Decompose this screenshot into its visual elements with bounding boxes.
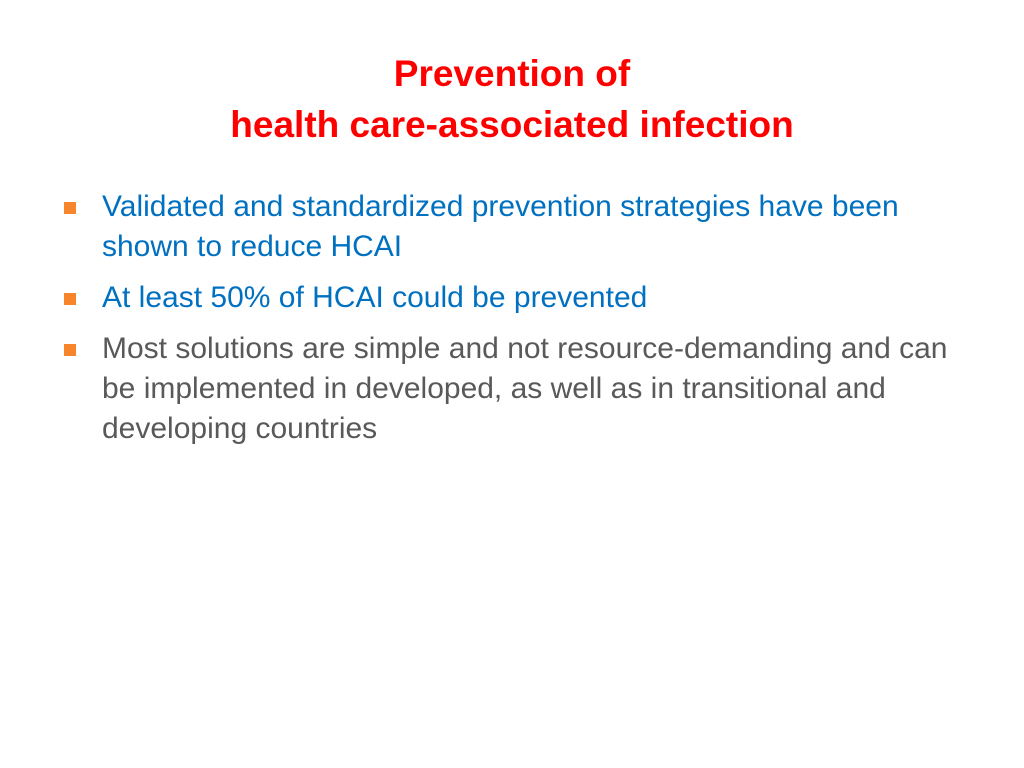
bullet-text: Most solutions are simple and not resource-demanding and can be implemented in developed, as well as in transitional and developing countries [102, 332, 948, 445]
slide-title [0, 48, 1024, 150]
square-bullet-icon [64, 202, 76, 214]
square-bullet-icon [64, 344, 76, 356]
title-line-1: Prevention of [393, 53, 631, 94]
bullet-item-reduce-hcai [58, 187, 958, 267]
bullet-text: Validated and standardized prevention strategies have been shown to reduce HCAI [102, 190, 899, 263]
bullet-item-prevented [58, 278, 958, 318]
square-bullet-icon [64, 293, 76, 305]
bullet-list [58, 187, 958, 460]
bullet-item-solutions [58, 329, 958, 449]
title-line-2: health care-associated infection [230, 104, 794, 145]
bullet-text: At least 50% of HCAI could be prevented [102, 281, 648, 314]
